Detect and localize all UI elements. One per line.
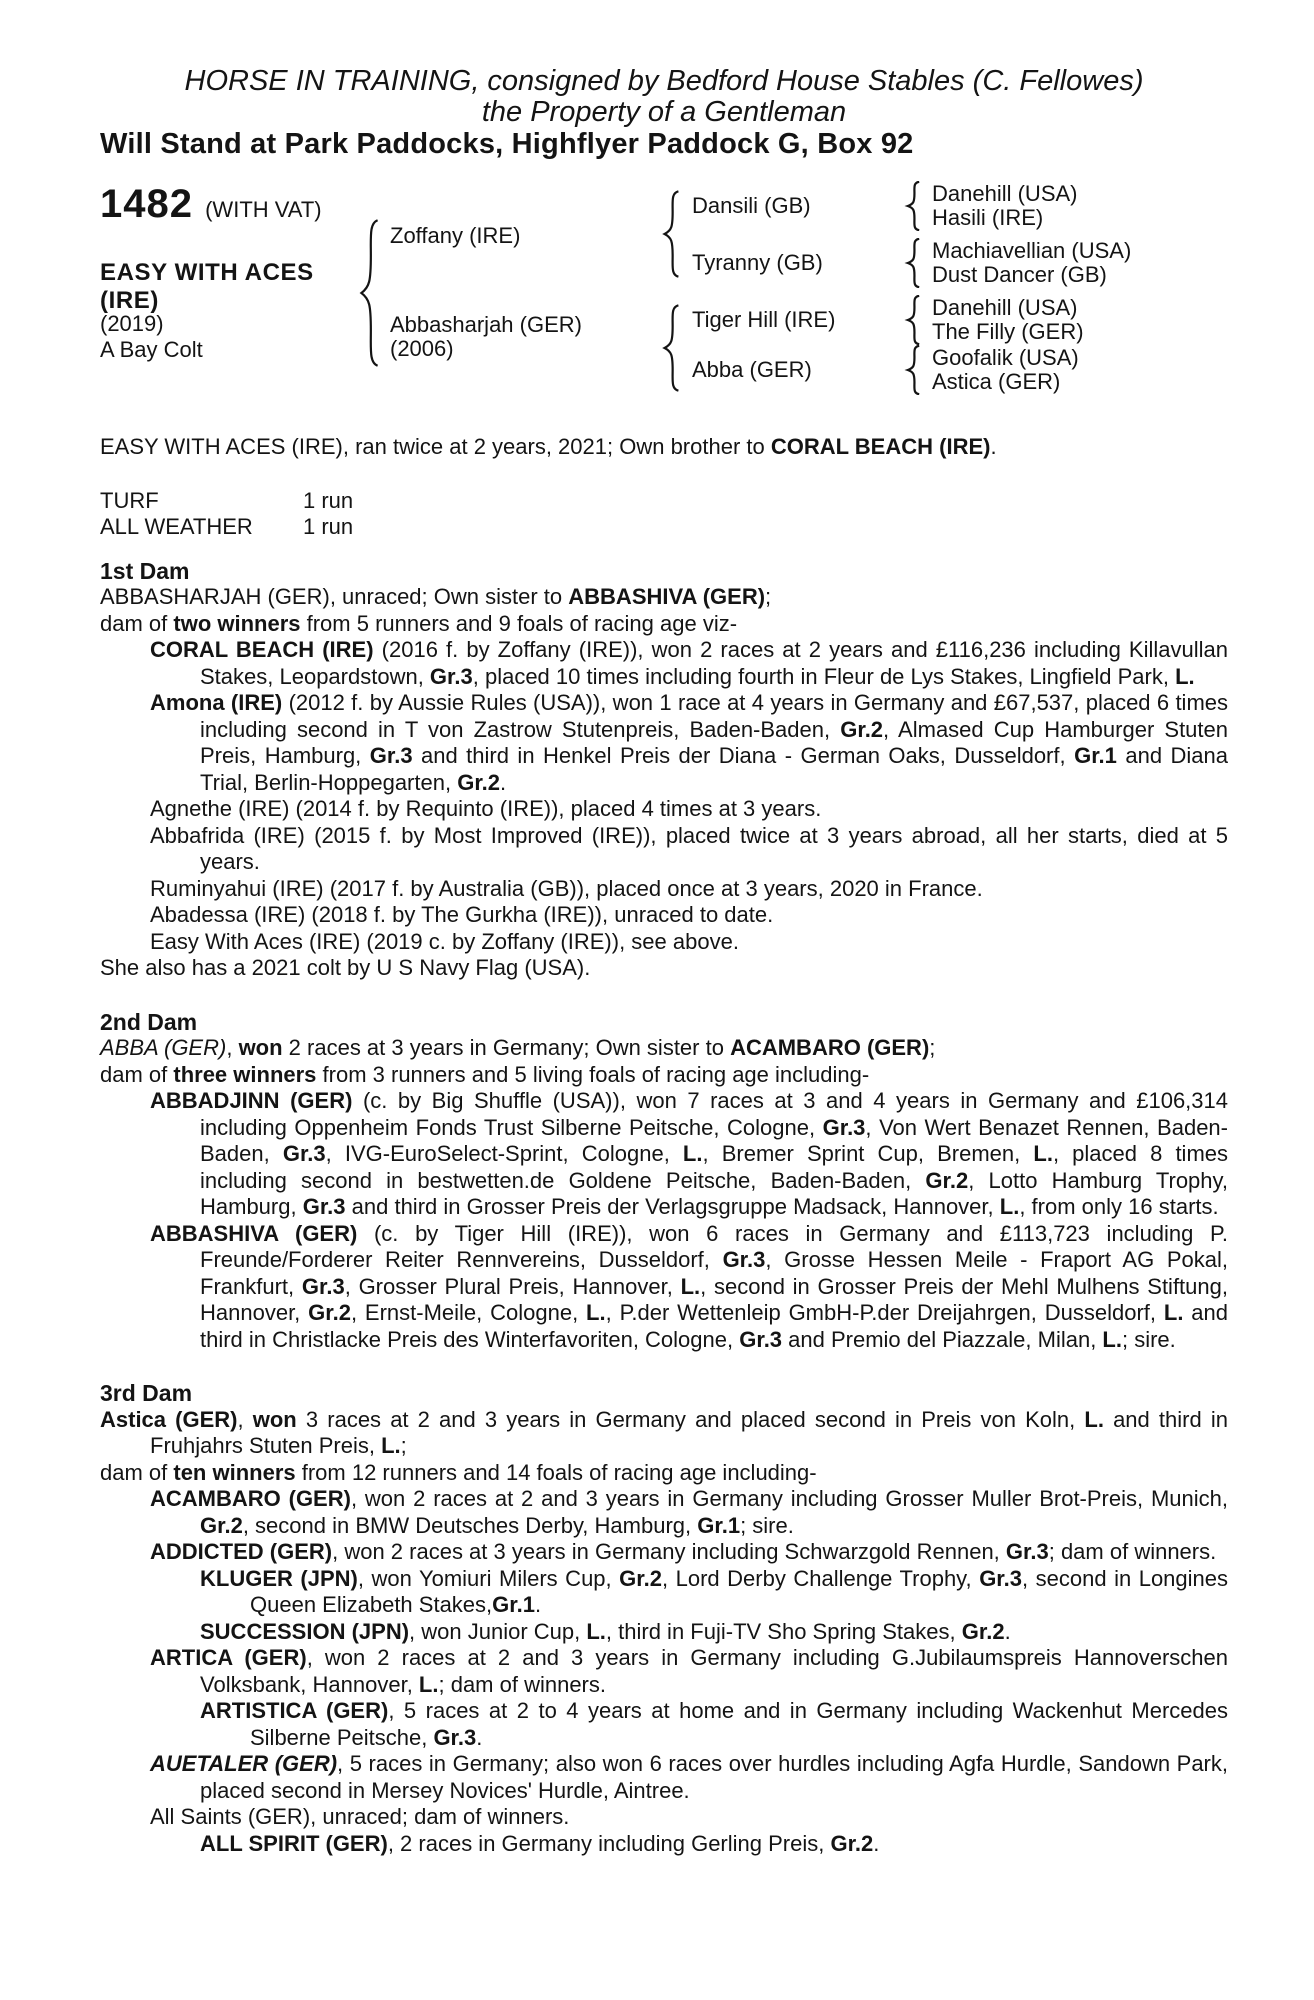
text-segment: CORAL BEACH (IRE) [770,434,991,459]
text-segment: . [500,769,507,795]
text-segment: , Ernst-Meile, Cologne, [350,1300,587,1325]
ancestor-name: Machiavellian (USA) [932,238,1132,263]
granddam-name: Abba (GER) [692,357,812,382]
text-segment: , third in Fuji-TV Sho Spring Stakes, [605,1618,962,1644]
dam-section [100,558,1228,982]
text-segment: Gr.2 [457,769,501,795]
pedigree-paragraph [100,929,1228,956]
text-segment: ; sire. [1121,1326,1176,1352]
pedigree-paragraph [100,1751,1228,1804]
text-segment: from 3 runners and 5 living foals of racing age including- [316,1061,870,1087]
pedigree-paragraph [100,1062,1228,1089]
text-segment: L. [1102,1326,1122,1352]
horse-foaling-year: (2019) [100,311,164,336]
text-segment: and Diana Trial, Berlin-Hoppegarten, [200,743,1228,795]
pedigree-paragraph [100,1804,1228,1831]
pedigree-paragraph [100,611,1228,638]
text-segment: Gr.2 [830,1830,874,1856]
text-segment: SUCCESSION (JPN) [200,1618,410,1644]
text-segment: , [237,1406,253,1432]
text-segment: She also has a 2021 colt by U S Navy Flag (USA). [100,955,591,980]
text-segment: ARTISTICA (GER) [200,1698,389,1723]
ancestor-name: Hasili (IRE) [932,205,1044,230]
race-record [100,488,1228,541]
race-surface-label: TURF [100,487,159,513]
text-segment: Gr.3 [302,1194,346,1219]
dam-heading: 3rd Dam [100,1380,193,1406]
text-segment: Gr.3 [369,743,413,768]
text-segment: , from only 16 starts. [1019,1194,1219,1219]
pedigree-brace-gen3 [904,295,923,345]
text-segment: and third in Fruhjahrs Stuten Preis, [150,1406,1228,1458]
pedigree-brace-sire-parents [660,190,683,278]
race-run-count: 1 run [303,514,354,539]
sire-name: Zoffany (IRE) [390,223,521,248]
text-segment: Gr.3 [301,1273,345,1299]
text-segment: Gr.1 [1074,743,1117,768]
text-segment: . [476,1724,483,1750]
granddam-name: Tyranny (GB) [692,250,823,275]
text-segment: . [990,434,997,459]
grandsire-name: Tiger Hill (IRE) [692,307,836,332]
text-segment: L. [1033,1141,1053,1166]
dam-name: Abbasharjah (GER) [390,312,582,337]
dam-sections [100,558,1228,1858]
race-summary-line [100,434,1228,461]
dam-heading: 2nd Dam [100,1008,198,1035]
text-segment: . [534,1592,542,1617]
race-run-count: 1 run [303,487,354,513]
text-segment: , second in Grosser Preis der Mehl Mulhens Stiftung, Hannover, [200,1273,1228,1325]
text-segment: (c. by Tiger Hill (IRE)), won 6 races in Germany and £113,723 including P. Freunde/Forderer Reiter Rennvereins, Dusseldorf, [200,1220,1229,1272]
text-segment: , won 2 races at 2 and 3 years in Germany including G.Jubilaumspreis Hannoverschen Volksbank, Hannover, [200,1645,1228,1697]
dam-section [100,1380,1228,1857]
text-segment: Gr.2 [308,1300,351,1325]
text-segment: ABBADJINN (GER) [150,1088,353,1113]
text-segment: KLUGER (JPN) [200,1565,358,1591]
text-segment: , [226,1035,239,1060]
text-segment: Easy With Aces (IRE) (2019 c. by Zoffany (IRE)), see above. [150,928,739,954]
text-segment: L. [418,1671,439,1697]
text-segment: Ruminyahui (IRE) (2017 f. by Australia (GB)), placed once at 3 years, 2020 in France. [150,875,983,901]
text-segment: Abadessa (IRE) (2018 f. by The Gurkha (IRE)), unraced to date. [150,902,774,927]
text-segment: L. [586,1618,606,1644]
text-segment: , P.der Wettenleip GmbH-P.der Dreijahrgen, Dusseldorf, [605,1300,1164,1325]
text-segment: ; sire. [740,1512,794,1538]
text-segment: AUETALER (GER) [150,1751,338,1776]
pedigree-paragraph [100,1645,1228,1698]
text-segment: Gr.3 [739,1326,783,1352]
grandsire-name: Dansili (GB) [692,193,811,218]
pedigree-paragraph [100,1566,1228,1619]
text-segment: , 5 races at 2 to 4 years at home and in Germany including Wackenhut Mercedes Silberne Peitsche, [250,1698,1228,1750]
dam-heading: 1st Dam [100,557,190,584]
text-segment: Gr.3 [979,1565,1022,1591]
text-segment: Gr.3 [1005,1539,1049,1564]
text-segment: . [873,1830,880,1856]
pedigree-brace-dam-parents [660,304,683,392]
text-segment: ARTICA (GER) [150,1645,307,1670]
great-grandparents-pair [932,182,1078,230]
text-segment: , Von Wert Benazet Rennen, Baden-Baden, [200,1114,1228,1166]
ancestor-name: Danehill (USA) [932,181,1078,206]
race-surface-label: ALL WEATHER [100,514,253,539]
ancestor-name: The Filly (GER) [932,319,1084,344]
text-segment: Gr.3 [429,663,473,689]
text-segment: Gr.2 [619,1565,662,1591]
text-segment: L. [586,1300,606,1325]
text-segment: Gr.2 [840,716,884,742]
pedigree-paragraph [100,1619,1228,1646]
text-segment: from 12 runners and 14 foals of racing age including- [295,1459,817,1485]
text-segment: Gr.3 [822,1114,866,1140]
text-segment: ABBASHIVA (GER) [568,584,766,609]
text-segment: (2012 f. by Aussie Rules (USA)), won 1 race at 4 years in Germany and £67,537, placed 6 times including second in T von Zastrow Stutenpreis, Baden-Baden, [200,690,1229,742]
text-segment: Gr.1 [697,1512,741,1538]
race-record-row [100,488,1228,515]
text-segment: , won 2 races at 3 years in Germany including Schwarzgold Rennen, [332,1539,1006,1564]
text-segment: (2016 f. by Zoffany (IRE)), won 2 races at 2 years and £116,236 including Killavullan Stakes, Leopardstown, [200,637,1228,689]
pedigree-paragraph [100,1088,1228,1221]
pedigree-paragraph [100,1407,1228,1460]
text-segment: Gr.2 [200,1512,243,1538]
pedigree-paragraph [100,584,1228,611]
text-segment: 3 races at 2 and 3 years in Germany and placed second in Preis von Koln, [296,1406,1085,1432]
pedigree-paragraph [100,1539,1228,1566]
text-segment: , Lord Derby Challenge Trophy, [661,1565,980,1591]
vat-note: (WITH VAT) [205,197,322,222]
text-segment: , won Yomiuri Milers Cup, [357,1565,620,1591]
pedigree-paragraph [100,796,1228,823]
text-segment: , won 2 races at 2 and 3 years in Germany including Grosser Muller Brot-Preis, Munich, [350,1486,1229,1511]
text-segment: and third in Henkel Preis der Diana - German Oaks, Dusseldorf, [412,743,1075,768]
text-segment: Agnethe (IRE) (2014 f. by Requinto (IRE)), placed 4 times at 3 years. [150,796,822,821]
pedigree-brace-gen3 [904,181,923,231]
property-line: the Property of a Gentleman [481,96,847,128]
text-segment: 2 races at 3 years in Germany; Own sister to [282,1035,731,1060]
text-segment: , placed 8 times including second in bestwetten.de Goldene Peitsche, Baden-Baden, [200,1141,1229,1193]
text-segment: , Bremer Sprint Cup, Bremen, [702,1141,1034,1166]
text-segment: ABBA (GER) [100,1035,227,1060]
text-segment: dam of [100,610,174,636]
pedigree-paragraph [100,1221,1228,1354]
text-segment: ten winners [173,1459,296,1485]
text-segment: won [238,1035,283,1060]
text-segment: won [252,1406,297,1432]
page-content [100,0,1228,1857]
text-segment: Abbafrida (IRE) (2015 f. by Most Improved (IRE)), placed twice at 3 years abroad, all her starts, died at 5 years. [150,822,1228,874]
pedigree-paragraph [100,1831,1228,1858]
dam-section [100,1009,1228,1354]
pedigree-brace-gen3 [904,345,923,395]
text-segment: , second in BMW Deutsches Derby, Hamburg, [242,1512,698,1538]
race-record-row [100,514,1228,541]
dam-foaling-year: (2006) [390,336,454,361]
text-segment: ; [929,1035,936,1060]
great-grandparents-pair [932,296,1084,344]
pedigree-paragraph [100,876,1228,903]
text-segment: Gr.3 [722,1247,766,1272]
text-segment: Gr.1 [492,1592,535,1617]
text-segment: , won Junior Cup, [409,1618,587,1644]
text-segment: ; dam of winners. [1048,1539,1217,1564]
text-segment: L. [680,1273,701,1299]
ancestor-name: Astica (GER) [932,369,1061,394]
text-segment: L. [381,1433,401,1458]
lot-number: 1482 [100,182,193,226]
text-segment: , 5 races in Germany; also won 6 races over hurdles including Agfa Hurdle, Sandown Park, placed second in Mersey Novices' Hurdle, Aintree. [200,1751,1228,1803]
pedigree-paragraph [100,690,1228,796]
ancestor-name: Danehill (USA) [932,295,1078,320]
catalogue-body [100,434,1228,1857]
text-segment: ADDICTED (GER) [150,1539,333,1564]
text-segment: Gr.2 [925,1167,969,1193]
text-segment: L. [999,1194,1020,1219]
text-segment: dam of [100,1061,174,1087]
text-segment: ; [400,1433,407,1458]
pedigree-paragraph [100,637,1228,690]
pedigree-paragraph [100,823,1228,876]
text-segment: ABBASHIVA (GER) [150,1220,358,1246]
text-segment: L. [1084,1406,1104,1432]
text-segment: from 5 runners and 9 foals of racing age viz- [300,610,738,636]
text-segment: , 2 races in Germany including Gerling Preis, [387,1830,831,1856]
great-grandparents-pair [932,239,1131,287]
text-segment: , Almased Cup Hamburger Stuten Preis, Hamburg, [200,716,1228,768]
text-segment: L. [1175,663,1195,689]
text-segment: L. [1163,1300,1184,1325]
horse-name: EASY WITH ACES (IRE) [100,259,314,314]
text-segment: , Lotto Hamburg Trophy, Hamburg, [200,1167,1229,1219]
text-segment: and third in Christlacke Preis des Winterfavoriten, Cologne, [200,1300,1228,1352]
text-segment: L. [682,1141,703,1166]
pedigree-paragraph [100,1460,1228,1487]
text-segment: ACAMBARO (GER) [150,1486,351,1511]
text-segment: two winners [173,610,301,636]
text-segment: , placed 10 times including fourth in Fleur de Lys Stakes, Lingfield Park, [472,663,1176,689]
text-segment: CORAL BEACH (IRE) [150,637,374,662]
text-segment: ACAMBARO (GER) [730,1035,930,1060]
ancestor-name: Dust Dancer (GB) [932,262,1107,287]
text-segment: Gr.3 [433,1724,477,1750]
text-segment: (c. by Big Shuffle (USA)), won 7 races at 3 and 4 years in Germany and £106,314 including Oppenheim Fonds Trust Silberne Peitsche, Cologne, [200,1088,1229,1140]
pedigree-paragraph [100,1486,1228,1539]
pedigree-paragraph [100,1698,1228,1751]
text-segment: , Grosser Plural Preis, Hannover, [344,1273,681,1299]
pedigree-paragraph [100,955,1228,982]
lot-number-line [100,182,322,226]
text-segment: and Premio del Piazzale, Milan, [782,1326,1103,1352]
text-segment: , Grosse Hessen Meile - Fraport AG Pokal, Frankfurt, [200,1247,1228,1299]
text-segment: , IVG-EuroSelect-Sprint, Cologne, [325,1141,683,1166]
text-segment: and third in Grosser Preis der Verlagsgruppe Madsack, Hannover, [345,1194,1000,1219]
text-segment: ABBASHARJAH (GER), unraced; Own sister to [100,584,569,609]
text-segment: three winners [173,1061,317,1087]
text-segment: ALL SPIRIT (GER) [200,1830,388,1856]
text-segment: , second in Longines Queen Elizabeth Stakes, [250,1565,1229,1617]
dam-entry [390,313,582,361]
pedigree-brace-gen1 [356,218,383,368]
pedigree-paragraph [100,902,1228,929]
ancestor-name: Goofalik (USA) [932,345,1079,370]
pedigree-brace-gen3 [904,238,923,288]
horse-colour-sex: A Bay Colt [100,337,203,362]
text-segment: EASY WITH ACES (IRE), ran twice at 2 years, 2021; Own brother to [100,434,771,459]
pedigree-paragraph [100,1035,1228,1062]
text-segment: Amona (IRE) [150,690,283,715]
stand-location-line: Will Stand at Park Paddocks, Highflyer Paddock G, Box 92 [100,128,914,160]
text-segment: ; dam of winners. [438,1671,606,1697]
text-segment: . [1004,1618,1011,1644]
text-segment: Astica (GER) [100,1406,238,1432]
text-segment: ; [765,584,772,609]
pedigree-tree [100,182,1228,414]
text-segment: Gr.3 [282,1141,326,1166]
text-segment: dam of [100,1459,174,1485]
text-segment: All Saints (GER), unraced; dam of winners. [150,1804,570,1829]
great-grandparents-pair [932,346,1079,394]
consignor-line: HORSE IN TRAINING, consigned by Bedford House Stables (C. Fellowes) [184,65,1144,97]
text-segment: Gr.2 [961,1618,1005,1644]
